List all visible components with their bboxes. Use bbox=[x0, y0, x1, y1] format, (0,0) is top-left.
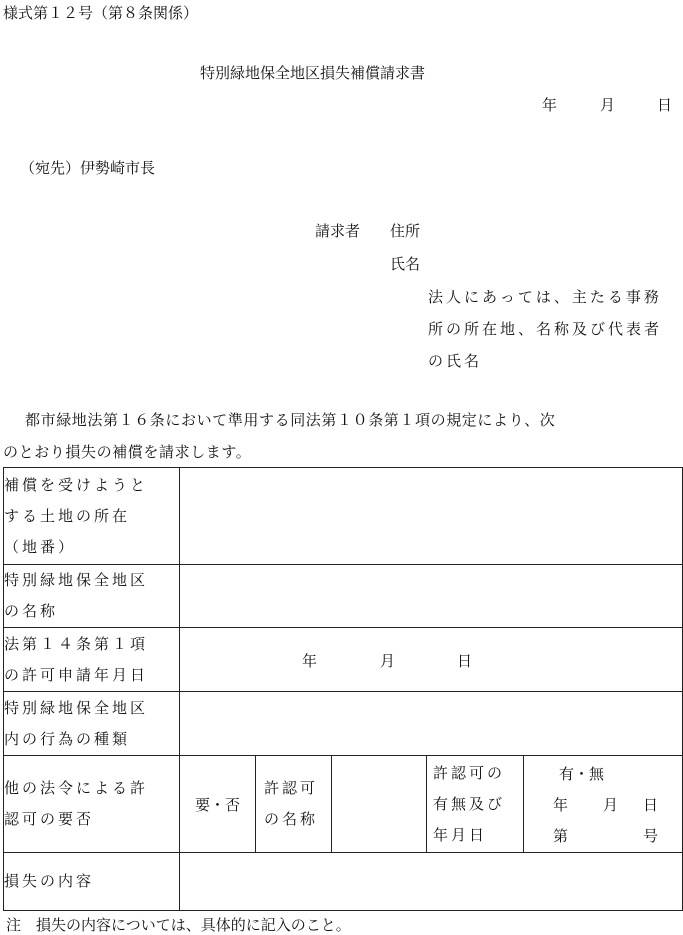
footnote: 注 損失の内容については、具体的に記入のこと。 bbox=[6, 916, 351, 934]
other-permits-label-cell bbox=[4, 756, 180, 853]
application-date-input-cell[interactable] bbox=[180, 628, 683, 692]
date-day-label: 日 bbox=[657, 96, 673, 114]
permit-date-day: 日 bbox=[643, 796, 659, 814]
form-number: 様式第１２号（第８条関係） bbox=[3, 4, 199, 22]
district-name-label-cell bbox=[4, 565, 180, 628]
location-input-cell[interactable] bbox=[180, 468, 683, 565]
address-label: 住所 bbox=[390, 222, 421, 240]
application-date-day: 日 bbox=[457, 652, 473, 670]
permit-status-label-cell bbox=[427, 756, 524, 853]
activity-type-label-line-1: 特別緑地保全地区 bbox=[4, 698, 149, 717]
claimant-label: 請求者 bbox=[315, 222, 361, 240]
activity-type-label-line-2: 内の行為の種類 bbox=[4, 729, 131, 748]
permit-name-label-cell bbox=[256, 756, 332, 853]
other-permits-label-line-2: 認可の要否 bbox=[4, 810, 95, 828]
district-name-label-line-2: の名称 bbox=[4, 602, 59, 620]
table-row-activity-type bbox=[4, 692, 683, 756]
corporate-note-line-2: 所の所在地、名称及び代表者 bbox=[428, 320, 663, 338]
permit-yes-no-choice[interactable]: 有・無 bbox=[559, 765, 605, 783]
other-permits-label-line-1: 他の法令による許 bbox=[4, 779, 149, 797]
table-row-loss-content bbox=[4, 853, 683, 911]
document-title: 特別緑地保全地区損失補償請求書 bbox=[200, 64, 426, 82]
location-label-cell bbox=[4, 468, 180, 565]
permit-status-input-cell[interactable] bbox=[524, 756, 683, 853]
corporate-note-line-3: の氏名 bbox=[428, 352, 483, 370]
application-date-month: 月 bbox=[380, 652, 396, 670]
activity-type-input-cell[interactable] bbox=[180, 692, 683, 756]
district-name-label-line-1: 特別緑地保全地区 bbox=[4, 571, 149, 589]
body-text-line-2: のとおり損失の補償を請求します。 bbox=[3, 443, 252, 461]
table-row-district-name bbox=[4, 565, 683, 628]
permit-number-prefix: 第 bbox=[553, 827, 569, 845]
permit-status-label-line-2: 有無及び bbox=[433, 794, 506, 813]
application-date-label-cell bbox=[4, 628, 180, 692]
loss-content-label-cell bbox=[4, 853, 180, 911]
table-row-other-permits bbox=[4, 756, 683, 853]
permit-name-label-line-2: の名称 bbox=[264, 810, 319, 828]
permit-date-month: 月 bbox=[603, 796, 619, 814]
claim-form-table bbox=[3, 467, 683, 911]
activity-type-label-cell bbox=[4, 692, 180, 756]
loss-content-input-cell[interactable] bbox=[180, 853, 683, 911]
body-text-line-1: 都市緑地法第１６条において準用する同法第１０条第１項の規定により、次 bbox=[25, 411, 556, 429]
application-date-label-line-2: の許可申請年月日 bbox=[4, 665, 149, 684]
loss-content-label: 損失の内容 bbox=[4, 872, 95, 890]
location-label-line-1: 補償を受けようと bbox=[4, 475, 149, 494]
permit-date-year: 年 bbox=[553, 796, 569, 814]
district-name-input-cell[interactable] bbox=[180, 565, 683, 628]
permit-status-label-line-3: 年月日 bbox=[433, 825, 488, 844]
permit-name-label-line-1: 許認可 bbox=[264, 779, 319, 797]
name-label: 氏名 bbox=[390, 255, 421, 273]
table-row-application-date bbox=[4, 628, 683, 692]
corporate-note-line-1: 法人にあっては、主たる事務 bbox=[428, 288, 662, 306]
addressee: （宛先）伊勢崎市長 bbox=[20, 159, 156, 177]
permit-number-suffix: 号 bbox=[643, 827, 659, 845]
application-date-year: 年 bbox=[302, 652, 318, 670]
date-month-label: 月 bbox=[600, 96, 616, 114]
table-row-location bbox=[4, 468, 683, 565]
application-date-label-line-1: 法第１４条第１項 bbox=[4, 634, 149, 653]
permit-needed-choice[interactable]: 要・否 bbox=[194, 795, 240, 814]
date-year-label: 年 bbox=[542, 96, 558, 114]
location-label-line-3: （地番） bbox=[4, 537, 77, 556]
permit-needed-cell[interactable] bbox=[180, 756, 256, 853]
permit-name-input-cell[interactable] bbox=[332, 756, 427, 853]
location-label-line-2: する土地の所在 bbox=[4, 506, 131, 525]
permit-status-label-line-1: 許認可の bbox=[433, 763, 506, 782]
